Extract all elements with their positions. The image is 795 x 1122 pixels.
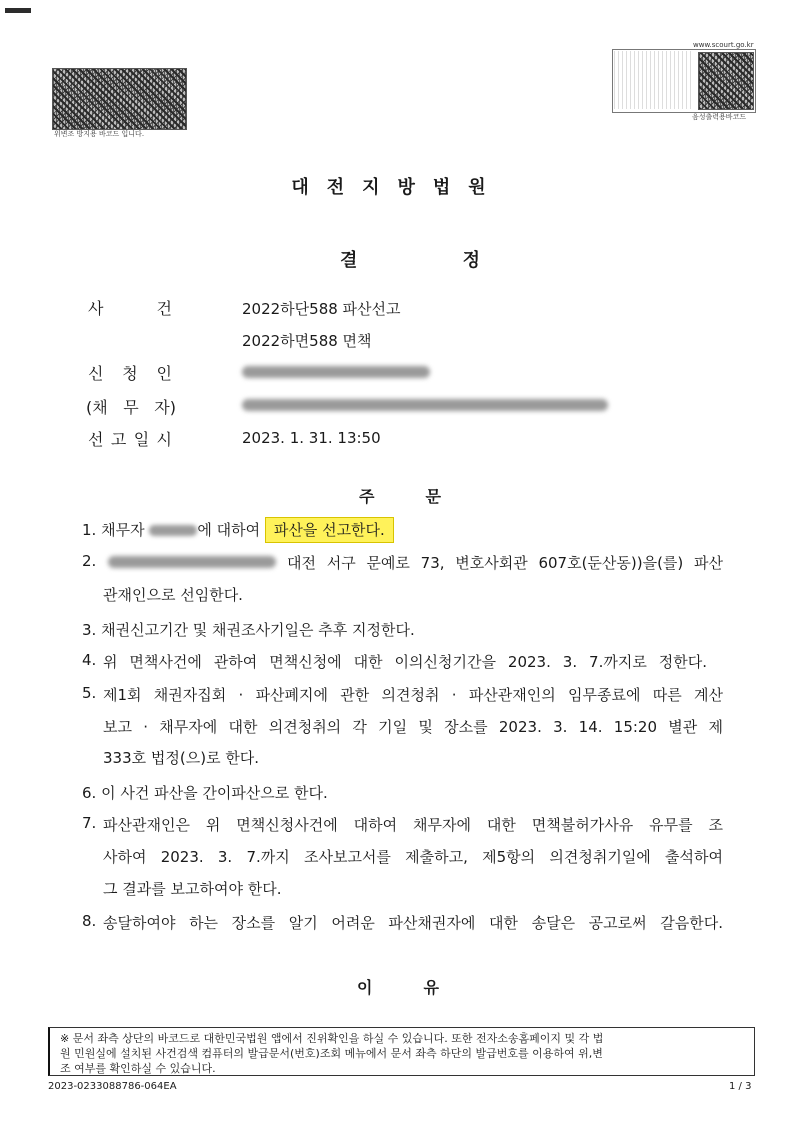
case-label: 사 건 — [88, 299, 172, 318]
redacted-debtor-address — [242, 399, 608, 411]
order-item-2-line: 대전 서구 문예로 73, 변호사회관 607호(둔산동))을(를) 파산 — [287, 554, 723, 572]
order-item-7-line: 사하여 2023. 3. 7.까지 조사보고서를 제출하고, 제5항의 의견청취기일에 출석하여 — [103, 848, 723, 866]
barcode-right-caption: 음성출력용바코드 — [692, 113, 747, 121]
order-item-7-line: 파산관재인은 위 면책신청사건에 대하여 채무자에 대한 면책불허가사유 유무를 조 — [103, 816, 723, 834]
corner-mark — [5, 8, 31, 13]
order-item-1: 1. 채무자 에 대하여 파산을 선고한다. — [82, 519, 394, 540]
decision-datetime: 2023. 1. 31. 13:50 — [242, 429, 381, 447]
order-item-5-line: 보고 · 채무자에 대한 의견청취의 각 기일 및 장소를 2023. 3. 14. 15:20 별관 제 — [103, 718, 723, 736]
highlighted-text: 파산을 선고한다. — [265, 517, 394, 543]
page-indicator: 1 / 3 — [729, 1081, 752, 1092]
applicant-label: 신 청 인 — [88, 364, 172, 383]
anti-forgery-barcode — [52, 68, 187, 130]
verification-notice — [48, 1027, 755, 1076]
order-item-3: 3. 채권신고기간 및 채권조사기일은 추후 지정한다. — [82, 621, 415, 639]
order-item-4-line: 위 면책사건에 관하여 면책신청에 대한 이의신청기간을 2023. 3. 7.까지로 정한다. — [103, 653, 707, 671]
order-title: 주 문 — [359, 487, 441, 506]
case-number: 2022하면588 면책 — [242, 332, 372, 350]
redacted-trustee — [108, 556, 276, 568]
issue-number: 2023-0233088786-064EA — [48, 1081, 177, 1092]
document-type — [340, 246, 480, 272]
doc-type-char: 정 — [462, 250, 480, 271]
order-item-5-line: 333호 법정(으)로 한다. — [103, 749, 260, 767]
doc-type-char: 결 — [340, 250, 358, 271]
order-item-4: 4. — [82, 651, 97, 669]
barcode-left-caption: 위변조 방지용 바코드 입니다. — [54, 130, 145, 138]
audio-barcode-strip — [614, 51, 694, 109]
barcode-right-url: www.scourt.go.kr — [693, 41, 754, 49]
order-item-5-line: 제1회 채권자집회 · 파산폐지에 관한 의견청취 · 파산관재인의 임무종료에 따른 계산 — [103, 686, 723, 704]
order-item-2: 2. — [82, 552, 97, 570]
redacted-applicant — [242, 366, 430, 378]
order-item-5: 5. — [82, 684, 97, 702]
court-name: 대전지방법원 — [291, 177, 504, 198]
order-item-7: 7. — [82, 814, 97, 832]
debtor-label: (채 무 자) — [86, 398, 176, 417]
order-item-6: 6. 이 사건 파산을 간이파산으로 한다. — [82, 784, 328, 802]
notice-line: ※ 문서 좌측 상단의 바코드로 대한민국법원 앱에서 진위확인을 하실 수 있습니다. 또한 전자소송홈페이지 및 각 법 — [60, 1032, 604, 1045]
redacted-debtor-name — [149, 525, 197, 536]
reason-title: 이 유 — [357, 978, 439, 997]
audio-barcode — [698, 52, 754, 110]
order-item-7-line: 그 결과를 보고하여야 한다. — [103, 880, 282, 898]
notice-line: 조 여부를 확인하실 수 있습니다. — [60, 1062, 216, 1075]
notice-line: 원 민원실에 설치된 사건검색 컴퓨터의 발급문서(번호)조회 메뉴에서 문서 좌측 하단의 발급번호를 이용하여 위,변 — [60, 1047, 603, 1060]
decision-date-label: 선 고 일 시 — [88, 430, 172, 449]
case-number: 2022하단588 파산선고 — [242, 300, 401, 318]
order-item-2-line: 관재인으로 선임한다. — [103, 586, 243, 604]
order-item-8-line: 송달하여야 하는 장소를 알기 어려운 파산채권자에 대한 송달은 공고로써 갈음한다. — [103, 914, 723, 932]
order-item-8: 8. — [82, 912, 97, 930]
